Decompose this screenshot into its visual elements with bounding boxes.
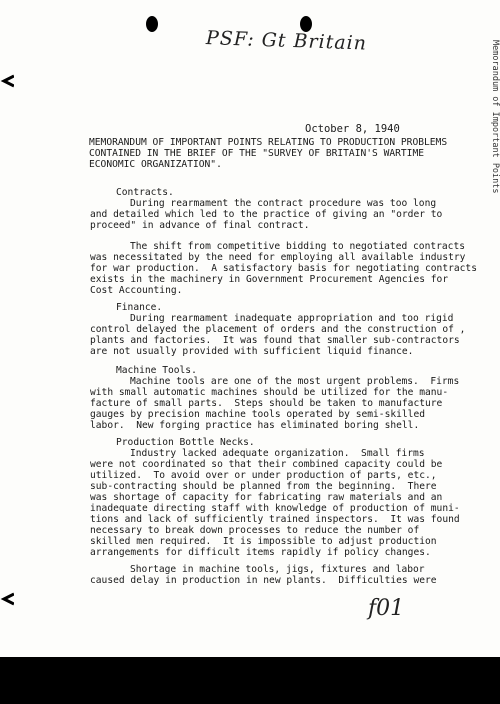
paragraph-line: skilled men required. It is impossible to adjust production: [90, 536, 437, 547]
heading-line: ECONOMIC ORGANIZATION".: [89, 159, 222, 170]
paragraph-line: Industry lacked adequate organization. Small firms: [130, 448, 425, 459]
paragraph-line: caused delay in production in new plants. Difficulties were: [90, 575, 437, 586]
section-production-bottle-necks: [90, 437, 460, 558]
memo-heading: [89, 137, 449, 170]
punch-hole-left: [146, 16, 158, 32]
binder-clip-mark-bottom: [0, 592, 14, 606]
paragraph-line: labor. New forging practice has eliminated boring shell.: [90, 420, 420, 431]
section-negotiated-contracts: [90, 241, 477, 296]
paragraph-line: The shift from competitive bidding to negotiated contracts: [130, 241, 466, 252]
paragraph-line: for war production. A satisfactory basis for negotiating contracts: [90, 263, 477, 274]
section-machine-tools: [90, 365, 460, 431]
paragraph-line: Cost Accounting.: [90, 285, 183, 296]
paragraph-line: and detailed which led to the practice of giving an "order to: [90, 209, 443, 220]
file-reference-handwriting: PSF: Gt Britain: [205, 27, 368, 55]
scan-border-bottom: [0, 657, 500, 704]
paragraph-line: were not coordinated so that their combined capacity could be: [90, 459, 443, 470]
section-finance: [90, 302, 466, 357]
section-title: Contracts.: [116, 187, 174, 198]
section-title: Machine Tools.: [116, 365, 197, 376]
paragraph-line: gauges by precision machine tools operated by semi-skilled: [90, 409, 426, 420]
paragraph-line: necessary to break down processes to reduce the number of: [90, 525, 420, 536]
memo-date: October 8, 1940: [305, 123, 400, 135]
paragraph-line: with small automatic machines should be utilized for the manu-: [90, 387, 449, 398]
paragraph-line: utilized. To avoid over or under production of parts, etc.,: [90, 470, 437, 481]
paragraph-line: Machine tools are one of the most urgent problems. Firms: [130, 376, 460, 387]
paragraph-line: tions and lack of sufficiently trained inspectors. It was found: [90, 514, 460, 525]
paragraph-line: exists in the machinery in Government Procurement Agencies for: [90, 274, 449, 285]
paragraph-line: was shortage of capacity for fabricating raw materials and an: [90, 492, 443, 503]
paragraph-line: inadequate directing staff with knowledge of production of muni-: [90, 503, 460, 514]
binder-clip-mark-top: [0, 74, 14, 88]
section-contracts: [90, 187, 460, 231]
paragraph-line: plants and factories. It was found that smaller sub-contractors: [90, 335, 460, 346]
section-title: Finance.: [116, 302, 163, 313]
paragraph-line: was necessitated by the need for employing all available industry: [90, 252, 466, 263]
section-title: Production Bottle Necks.: [116, 437, 255, 448]
paragraph-line: proceed" in advance of final contract.: [90, 220, 310, 231]
paragraph-line: arrangements for difficult items rapidly if policy changes.: [90, 547, 431, 558]
margin-tab-note: Memorandum of Important Points: [490, 40, 500, 194]
paragraph-line: Shortage in machine tools, jigs, fixtures and labor: [130, 564, 425, 575]
paragraph-line: control delayed the placement of orders and the construction of ,: [90, 324, 466, 335]
paragraph-line: are not usually provided with sufficient liquid finance.: [90, 346, 414, 357]
paragraph-line: sub-contracting should be planned from the beginning. There: [90, 481, 437, 492]
folio-number-handwriting: f01: [368, 596, 405, 621]
paragraph-line: facture of small parts. Steps should be taken to manufacture: [90, 398, 443, 409]
paragraph-line: During rearmament inadequate appropriation and too rigid: [130, 313, 454, 324]
paragraph-line: During rearmament the contract procedure was too long: [130, 198, 437, 209]
section-shortage: [90, 564, 460, 586]
heading-line: CONTAINED IN THE BRIEF OF THE "SURVEY OF BRITAIN'S WARTIME: [89, 148, 425, 159]
heading-line: MEMORANDUM OF IMPORTANT POINTS RELATING TO PRODUCTION PROBLEMS: [89, 137, 448, 148]
